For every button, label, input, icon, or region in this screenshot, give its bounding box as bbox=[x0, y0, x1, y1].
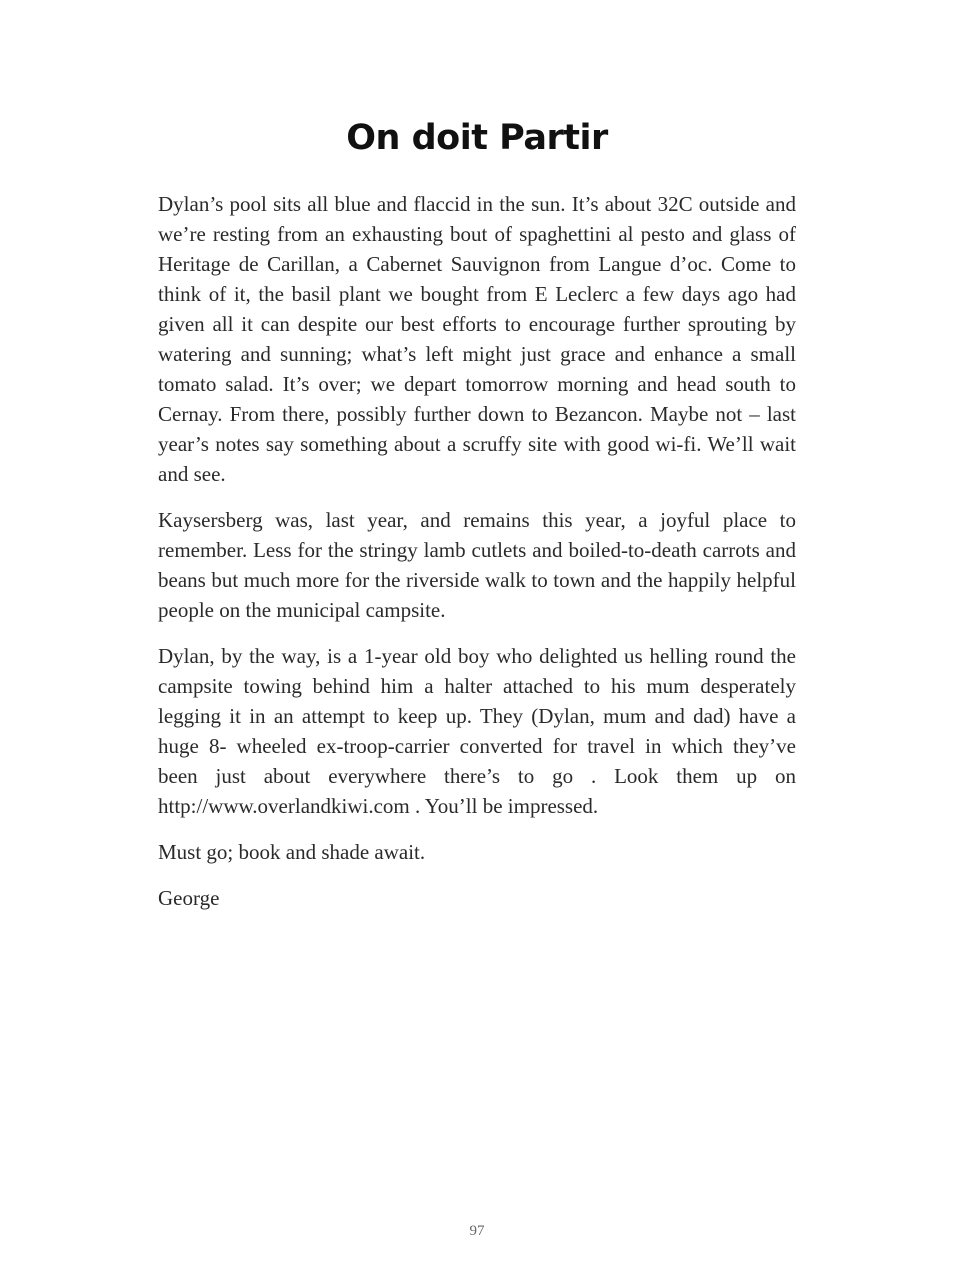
body-text bbox=[158, 189, 796, 929]
page-title: On doit Partir bbox=[346, 118, 608, 158]
paragraph: Dylan’s pool sits all blue and flaccid in the sun. It’s about 32C outside and we’re resting from an exhausting bout of spaghettini al pesto and glass of Heritage de Carillan, a Cabernet Sauvignon from Langue d’oc. Come to think of it, the basil plant we bought from E Leclerc a few days ago had given all it can despite our best efforts to encourage further sprouting by watering and sunning; what’s left might just grace and enhance a small tomato salad. It’s over; we depart tomorrow morning and head south to Cernay. From there, possibly further down to Bezancon. Maybe not – last year’s notes say something about a scruffy site with good wi-fi. We’ll wait and see. bbox=[158, 192, 796, 486]
signature: George bbox=[158, 886, 220, 910]
page-number: 97 bbox=[469, 1223, 485, 1239]
paragraph: Dylan, by the way, is a 1-year old boy who delighted us helling round the campsite towing behind him a halter attached to his mum desperately legging it in an attempt to keep up. They (Dylan, mum and dad) have a huge 8- wheeled ex-troop-carrier converted for travel in which they’ve been just about everywhere there’s to go . Look them up on http://www.overlandkiwi.com . You’ll be impressed. bbox=[158, 644, 796, 818]
paragraph: Kaysersberg was, last year, and remains this year, a joyful place to remember. Less for the stringy lamb cutlets and boiled-to-death carrots and beans but much more for the riverside walk to town and the happily helpful people on the municipal campsite. bbox=[158, 508, 796, 622]
paragraph: Must go; book and shade await. bbox=[158, 840, 426, 864]
